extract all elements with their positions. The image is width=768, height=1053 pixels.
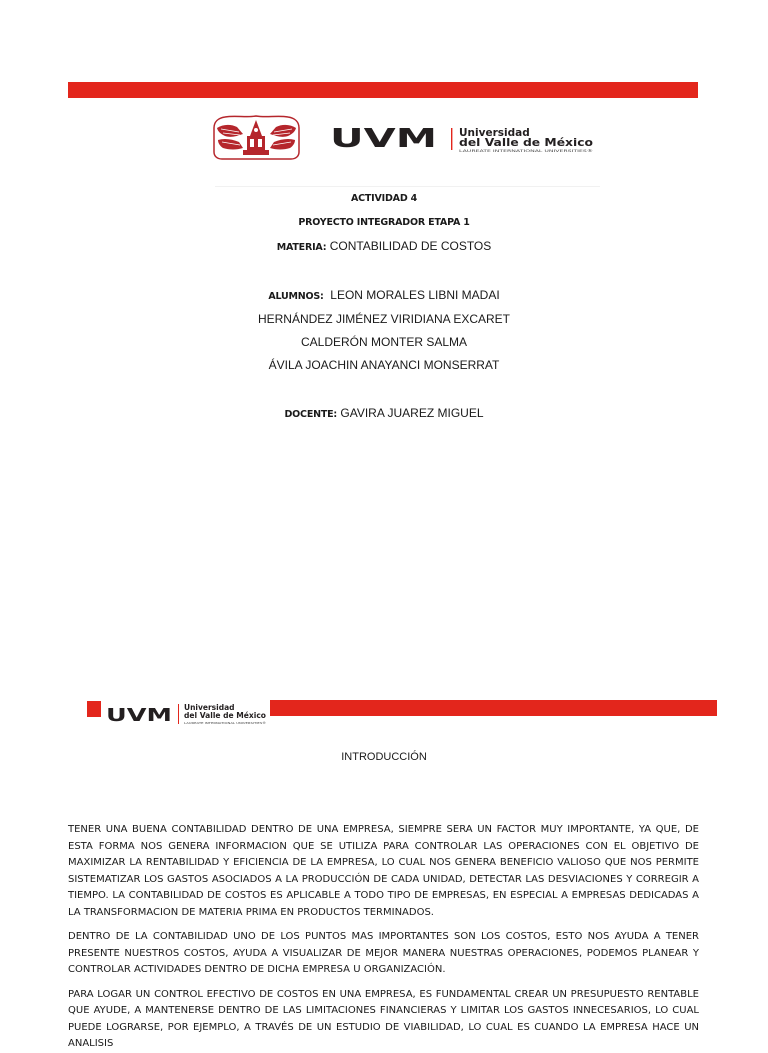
paragraph: DENTRO DE LA CONTABILIDAD UNO DE LOS PUNTOS MAS IMPORTANTES SON LOS COSTOS, ESTO NOS AYUDA A TENER PRESENTE NUESTROS COSTOS, AYUDA A VISUALIZAR DE MEJOR MANERA NUESTRAS OPERACIONES, PODEMOS PLANEAR Y CONTROLAR ACTIVIDADES DENTRO DE DICHA EMPRESA U ORGANIZACIÓN. — [68, 931, 699, 975]
uvm-tagline: LAUREATE INTERNATIONAL UNIVERSITIES® — [459, 149, 594, 153]
uvm-name-line1: Universidad — [459, 127, 530, 139]
uvm-wordmark: UVM — [106, 705, 172, 726]
student-name: CALDERÓN MONTER SALMA — [300, 335, 468, 349]
project-title: PROYECTO INTEGRADOR ETAPA 1 — [298, 217, 470, 228]
student-name: LEON MORALES LIBNI MADAI — [330, 288, 500, 302]
uvm-logo — [330, 123, 600, 155]
university-seal-icon — [213, 112, 300, 161]
student-name: ÁVILA JOACHIN ANAYANCI MONSERRAT — [268, 358, 500, 372]
uvm-name-line1: Universidad — [184, 703, 235, 712]
subject-value: CONTABILIDAD DE COSTOS — [329, 239, 492, 253]
uvm-name-line2: del Valle de México — [184, 711, 266, 720]
introduction-body — [68, 822, 699, 1049]
footer-red-bar — [270, 700, 717, 716]
students-label: ALUMNOS: — [268, 291, 324, 302]
subject-line — [0, 239, 768, 253]
uvm-logo-small-graphic — [106, 702, 268, 726]
students-line — [0, 288, 768, 302]
divider — [215, 186, 600, 187]
teacher-value: GAVIRA JUAREZ MIGUEL — [340, 406, 484, 420]
introduction-title: INTRODUCCIÓN — [341, 751, 427, 763]
uvm-name-line2: del Valle de México — [459, 137, 593, 149]
subject-label: MATERIA: — [276, 242, 327, 253]
student-name: HERNÁNDEZ JIMÉNEZ VIRIDIANA EXCARET — [257, 312, 511, 326]
uvm-logo-graphic — [330, 123, 600, 155]
uvm-wordmark: UVM — [330, 124, 437, 154]
uvm-tagline: LAUREATE INTERNATIONAL UNIVERSITIES® — [184, 721, 266, 725]
logo-red-square — [87, 701, 101, 717]
paragraph: TENER UNA BUENA CONTABILIDAD DENTRO DE UNA EMPRESA, SIEMPRE SERA UN FACTOR MUY IMPORTANTE, YA QUE, DE ESTA FORMA NOS GENERA INFORMACION QUE SE UTILIZA PARA CONTROLAR LAS OPERACIONES CON EL OBJETIVO DE MAXIMIZAR LA RENTABILIDAD Y EFICIENCIA DE LA EMPRESA, LO CUAL NOS GENERA BENEFICIO VALIOSO QUE NOS PERMITE SISTEMATIZAR LOS GASTOS ASOCIADOS A LA PRODUCCIÓN DE CADA UNIDAD, DETECTAR LAS DESVIACIONES Y CORREGIR A TIEMPO. LA CONTABILIDAD DE COSTOS ES APLICABLE A TODO TIPO DE EMPRESAS, EN ESPECIAL A EMPRESAS DEDICADAS A LA TRANSFORMACION DE MATERIA PRIMA EN PRODUCTOS TERMINADOS. — [68, 824, 699, 918]
activity-title: ACTIVIDAD 4 — [350, 193, 418, 204]
paragraph: PARA LOGAR UN CONTROL EFECTIVO DE COSTOS EN UNA EMPRESA, ES FUNDAMENTAL CREAR UN PRESUPUESTO RENTABLE QUE AYUDE, A MANTENERSE DENTRO DE LAS LIMITACIONES FINANCIERAS Y LIMITAR LOS GASTOS INNECESARIOS, LO CUAL PUEDE LOGRARSE, POR EJEMPLO, A TRAVÉS DE UN ESTUDIO DE VIABILIDAD, LO CUAL ES CUANDO LA EMPRESA HACE UN ANALISIS — [68, 988, 699, 1049]
uvm-logo-small — [106, 702, 268, 726]
header-red-bar — [68, 82, 698, 98]
teacher-label: DOCENTE: — [284, 409, 338, 420]
teacher-line — [0, 406, 768, 420]
